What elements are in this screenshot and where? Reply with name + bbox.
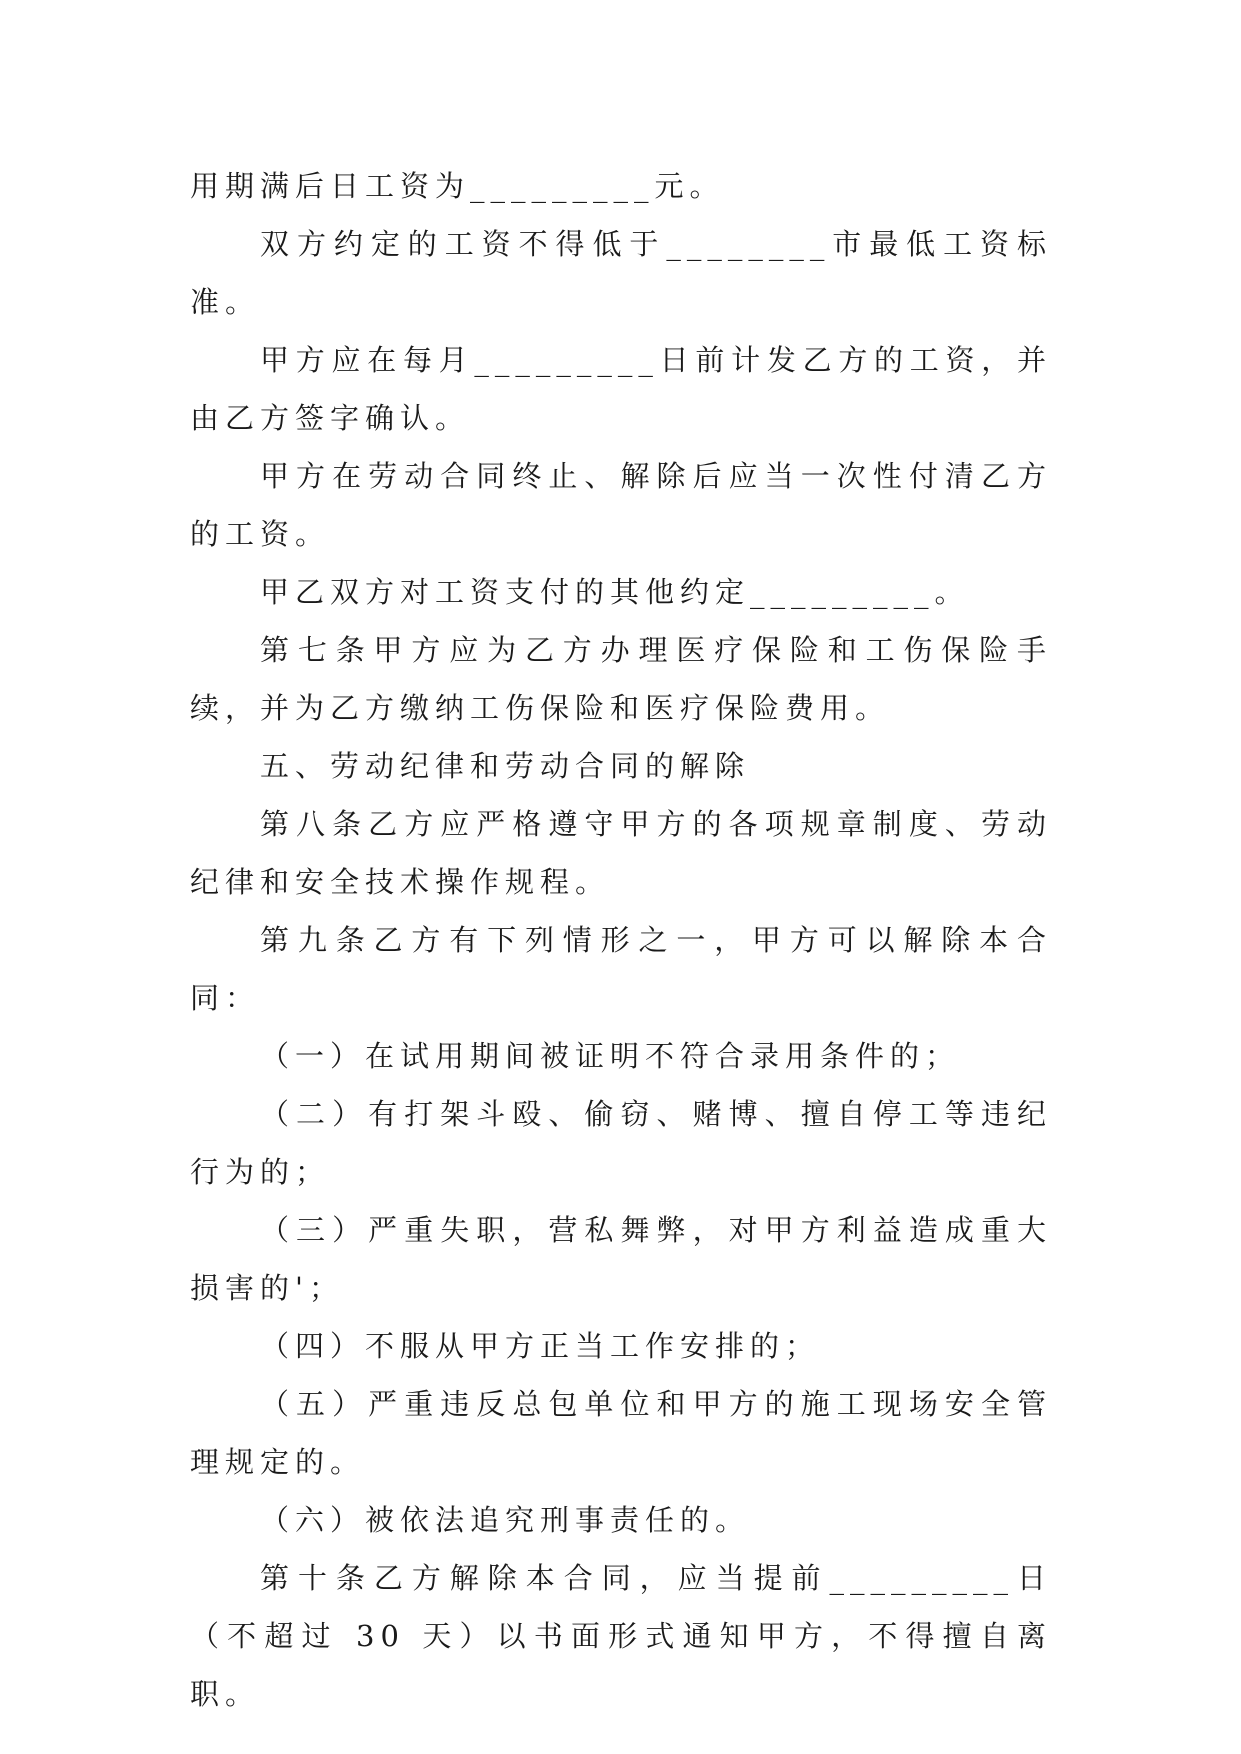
document-body (190, 157, 1052, 1723)
paragraph-article-7: 第七条甲方应为乙方办理医疗保险和工伤保险手续，并为乙方缴纳工伤保险和医疗保险费用。 (190, 633, 1052, 725)
section-heading-5: 五、劳动纪律和劳动合同的解除 (260, 749, 751, 783)
list-item-4: （四）不服从甲方正当工作安排的； (260, 1329, 821, 1363)
list-item-2: （二）有打架斗殴、偷窃、赌博、擅自停工等违纪行为的； (190, 1097, 1052, 1189)
paragraph-trial-wage: 用期满后日工资为_________元。 (190, 169, 725, 203)
paragraph-article-9: 第九条乙方有下列情形之一，甲方可以解除本合同： (190, 923, 1052, 1015)
list-item-1: （一）在试用期间被证明不符合录用条件的； (260, 1039, 961, 1073)
list-item-5: （五）严重违反总包单位和甲方的施工现场安全管理规定的。 (190, 1387, 1052, 1479)
paragraph-article-10: 第十条乙方解除本合同，应当提前_________日（不超过 30 天）以书面形式通知甲方，不得擅自离职。 (190, 1561, 1052, 1711)
paragraph-article-8: 第八条乙方应严格遵守甲方的各项规章制度、劳动纪律和安全技术操作规程。 (190, 807, 1052, 899)
paragraph-pay-date: 甲方应在每月_________日前计发乙方的工资，并由乙方签字确认。 (190, 343, 1052, 435)
paragraph-final-settlement: 甲方在劳动合同终止、解除后应当一次性付清乙方的工资。 (190, 459, 1052, 551)
list-item-3: （三）严重失职，营私舞弊，对甲方利益造成重大损害的'； (190, 1213, 1052, 1305)
paragraph-minimum-wage: 双方约定的工资不得低于________市最低工资标准。 (190, 227, 1052, 319)
paragraph-other-wage-terms: 甲乙双方对工资支付的其他约定_________。 (260, 575, 970, 609)
list-item-6: （六）被依法追究刑事责任的。 (260, 1503, 751, 1537)
